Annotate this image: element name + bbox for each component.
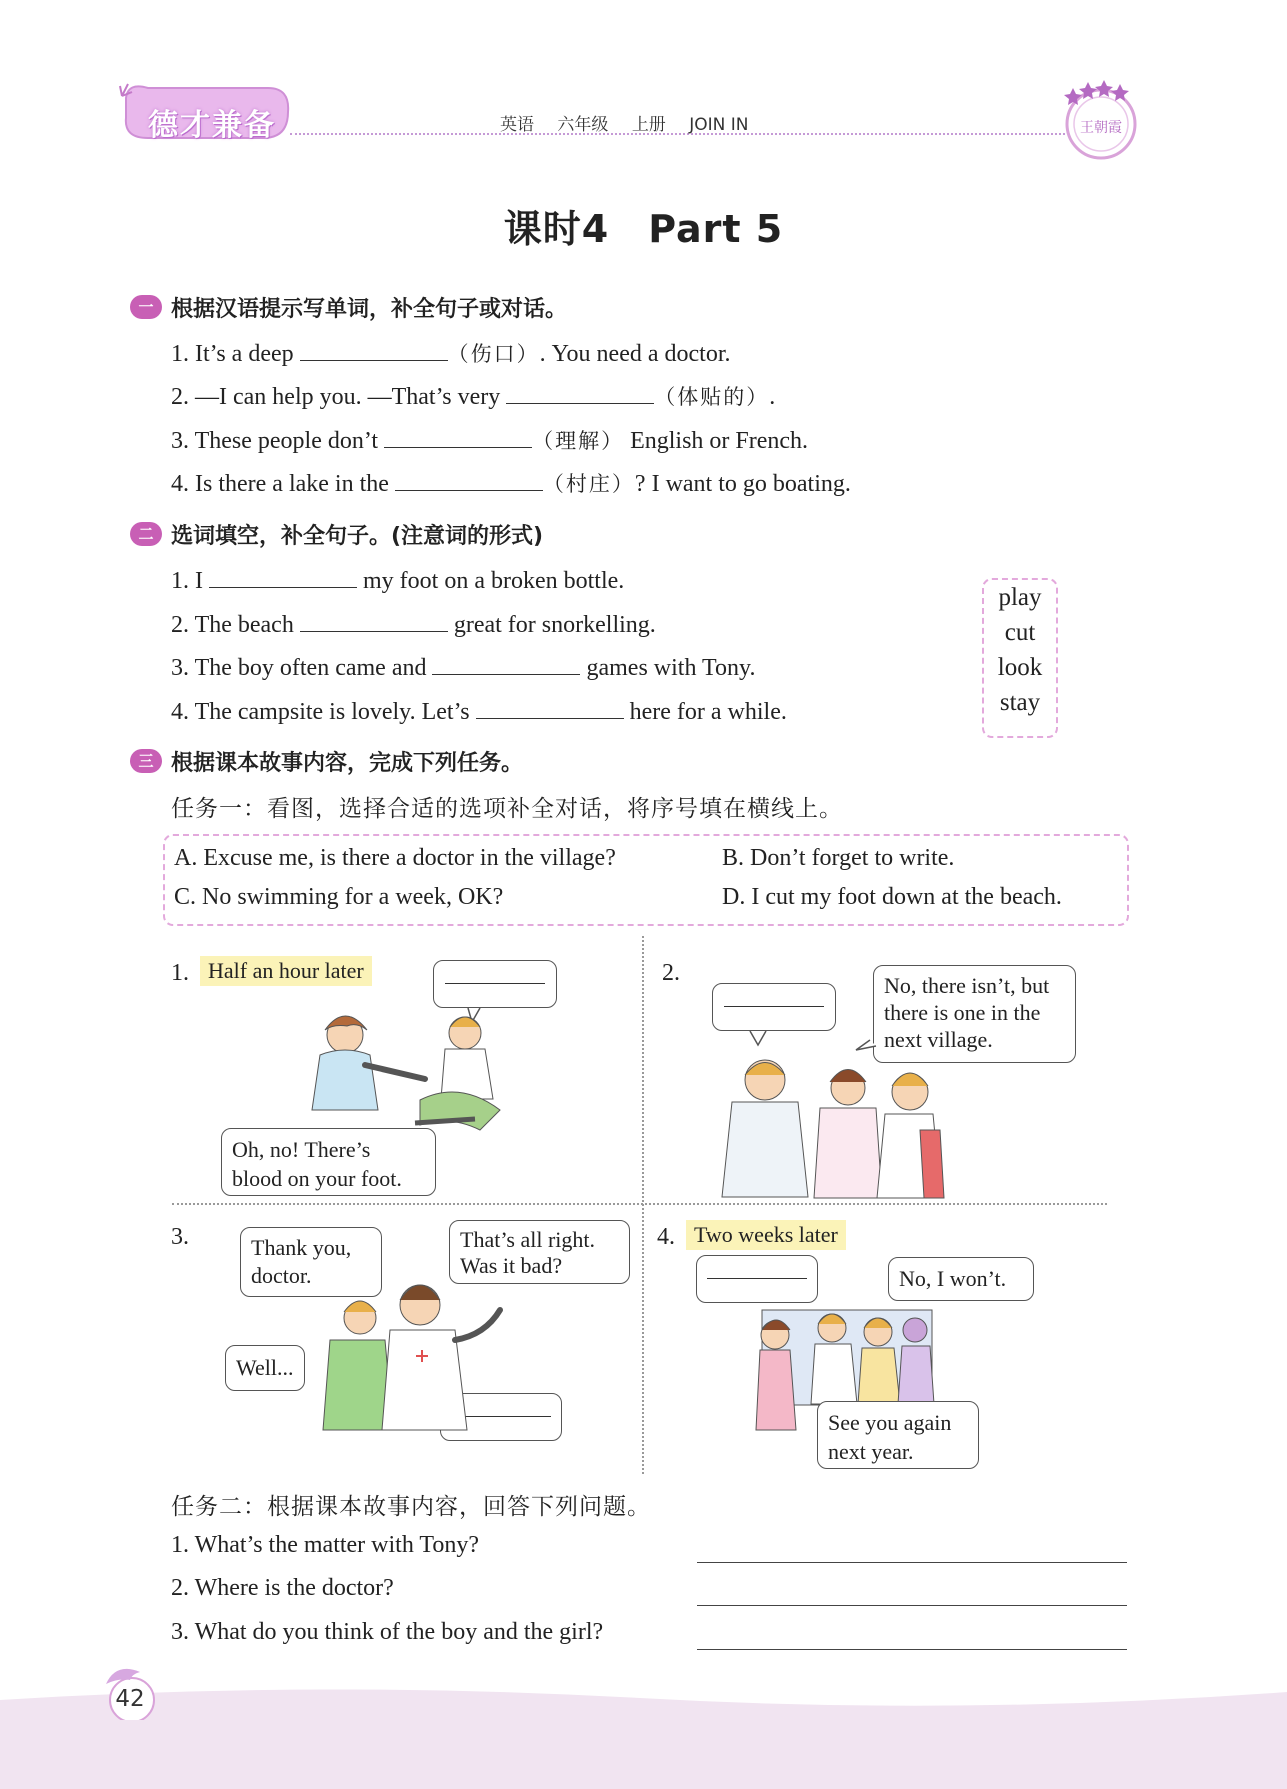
s1-line-2: 2. —I can help you. —That’s very （体贴的）. [171,379,775,411]
s2-line-4: 4. The campsite is lovely. Let’s here for a while. [171,694,787,726]
panel-divider-horizontal [172,1203,1107,1205]
badge-text: 王朝霞 [1080,120,1122,136]
panel3-speech-bubble-2: That’s all right. Was it bad? [449,1220,630,1284]
panel2-illustration [710,1030,960,1200]
page-title: 课时4 Part 5 [503,207,784,251]
answer-blank[interactable] [300,336,448,361]
answer-line-1[interactable] [697,1560,1127,1563]
volume-label: 上册 [631,115,666,135]
option-c: C. No swimming for a week, OK? [174,884,504,910]
section1-title: 根据汉语提示写单词，补全句子或对话。 [171,297,568,322]
edition-label: JOIN IN [689,115,749,135]
answer-blank[interactable] [300,607,448,632]
panel3-speech-bubble-1: Thank you, doctor. [240,1227,382,1297]
task2-instruction: 任务二：根据课本故事内容，回答下列问题。 [171,1494,651,1520]
answer-blank[interactable] [506,379,654,404]
subject-header [500,110,766,135]
option-d: D. I cut my foot down at the beach. [722,884,1062,910]
panel1-illustration [290,1005,540,1145]
word-bank [982,578,1058,738]
panel4-blank-bubble[interactable] [696,1255,818,1303]
page-number: 42 [115,1686,145,1712]
logo-text: 德才兼备 [148,108,276,143]
answer-line-2[interactable] [697,1603,1127,1606]
option-a: A. Excuse me, is there a doctor in the village? [174,845,616,871]
section3-title: 根据课本故事内容，完成下列任务。 [171,751,524,776]
bubble-answer-blank[interactable] [724,1002,824,1007]
s1-line-3: 3. These people don’t （理解） English or French. [171,423,808,455]
word-bank-item: play [998,584,1042,611]
s1-line-1: 1. It’s a deep （伤口）. You need a doctor. [171,336,731,368]
panel3-illustration [310,1270,510,1435]
panel2-blank-bubble[interactable] [712,983,836,1031]
word-bank-item: look [997,654,1043,681]
panel2-speech-bubble: No, there isn’t, but there is one in the next village. [873,965,1076,1063]
question-3: 3. What do you think of the boy and the girl? [171,1619,604,1645]
answer-blank[interactable] [476,694,624,719]
bubble-answer-blank[interactable] [707,1274,807,1279]
s1-line-4: 4. Is there a lake in the （村庄）? I want to go boating. [171,466,851,498]
grade-label: 六年级 [557,115,609,135]
bubble-answer-blank[interactable] [445,979,545,984]
panel4-number: 4. [657,1224,675,1250]
answer-blank[interactable] [395,466,543,491]
answer-blank[interactable] [384,423,532,448]
panel3-speech-bubble-3: Well... [225,1345,305,1391]
footer-wave [0,1680,1287,1789]
s2-line-1: 1. I my foot on a broken bottle. [171,563,624,595]
panel4-caption: Two weeks later [686,1220,846,1250]
section2-title: 选词填空，补全句子。(注意词的形式) [171,524,544,549]
answer-line-3[interactable] [697,1647,1127,1650]
subject-label: 英语 [500,115,534,135]
panel1-blank-bubble[interactable] [433,960,557,1008]
publisher-badge [1058,76,1144,164]
panel4-speech-bubble-1: No, I won’t. [888,1257,1034,1301]
answer-blank[interactable] [432,650,580,675]
s2-line-2: 2. The beach great for snorkelling. [171,607,656,639]
word-bank-item: cut [1004,619,1036,646]
panel1-number: 1. [171,960,189,986]
panel1-caption: Half an hour later [200,956,372,986]
panel1-speech-bubble: Oh, no! There’s blood on your foot. [221,1128,436,1196]
s2-line-3: 3. The boy often came and games with Tony. [171,650,755,682]
panel4-speech-bubble-2: See you again next year. [817,1401,979,1469]
section2-badge: 二 [130,522,162,546]
word-bank-item: stay [999,689,1041,716]
panel3-number: 3. [171,1224,189,1250]
section3-badge: 三 [130,749,162,773]
panel-divider-vertical [642,936,644,1474]
question-1: 1. What’s the matter with Tony? [171,1532,480,1558]
answer-blank[interactable] [209,563,357,588]
section1-badge: 一 [130,295,162,319]
question-2: 2. Where is the doctor? [171,1575,394,1601]
option-b: B. Don’t forget to write. [722,845,955,871]
task1-instruction: 任务一：看图，选择合适的选项补全对话，将序号填在横线上。 [171,796,843,822]
panel2-number: 2. [662,960,680,986]
